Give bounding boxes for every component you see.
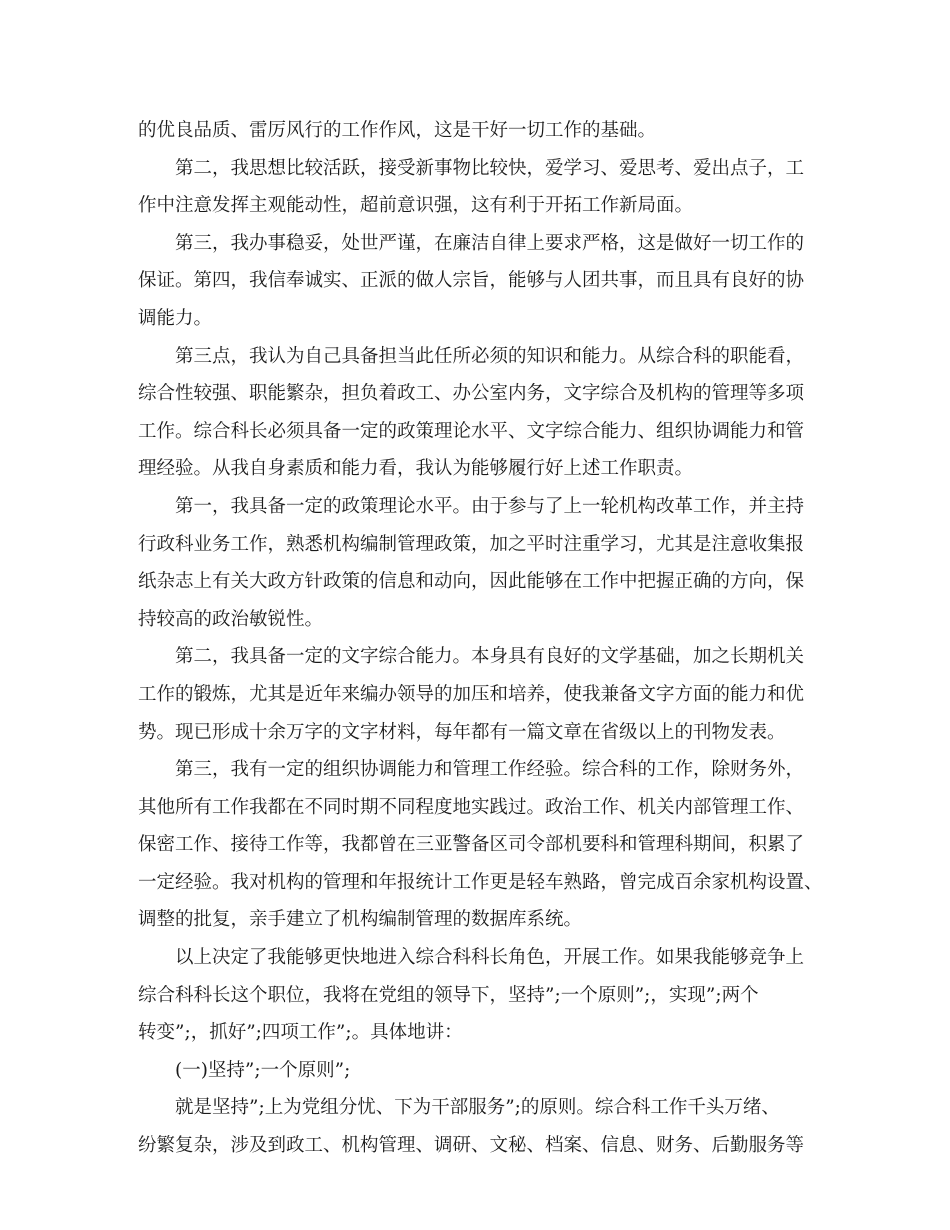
text-line: 第二，我具备一定的文字综合能力。本身具有良好的文学基础，加之长期机关 (175, 646, 805, 668)
text-line: 纸杂志上有关大政方针政策的信息和动向，因此能够在工作中把握正确的方向，保 (138, 571, 805, 593)
text-line: 保证。第四，我信奉诚实、正派的做人宗旨，能够与人团共事，而且具有良好的协 (138, 270, 805, 292)
text-line: 转变”;，抓好”;四项工作”;。具体地讲： (138, 1022, 463, 1044)
text-line: 工作。综合科长必须具备一定的政策理论水平、文字综合能力、组织协调能力和管 (138, 420, 805, 442)
text-line: (一)坚持”;一个原则”; (175, 1059, 351, 1081)
text-line: 就是坚持”;上为党组分忧、下为干部服务”;的原则。综合科工作千头万绪、 (175, 1097, 780, 1119)
text-line: 综合科科长这个职位，我将在党组的领导下，坚持”;一个原则”;，实现”;两个 (138, 984, 759, 1006)
text-line: 作中注意发挥主观能动性，超前意识强，这有利于开拓工作新局面。 (138, 195, 694, 217)
text-line: 的优良品质、雷厉风行的工作作风，这是干好一切工作的基础。 (138, 120, 657, 141)
text-line: 工作的锻炼，尤其是近年来编办领导的加压和培养，使我兼备文字方面的能力和优 (138, 683, 805, 705)
text-line: 第三，我有一定的组织协调能力和管理工作经验。综合科的工作，除财务外， (175, 759, 805, 781)
text-line: 一定经验。我对机构的管理和年报统计工作更是轻车熟路，曾完成百余家机构设置、 (138, 871, 823, 893)
text-line: 调整的批复，亲手建立了机构编制管理的数据库系统。 (138, 909, 583, 931)
text-line: 理经验。从我自身素质和能力看，我认为能够履行好上述工作职责。 (138, 458, 694, 480)
text-line: 势。现已形成十余万字的文字材料，每年都有一篇文章在省级以上的刊物发表。 (138, 721, 786, 743)
text-line: 调能力。 (138, 307, 213, 329)
document-body (138, 112, 828, 1165)
text-line: 第一，我具备一定的政策理论水平。由于参与了上一轮机构改革工作，并主持 (175, 495, 805, 517)
text-line: 第三，我办事稳妥，处世严谨，在廉洁自律上要求严格，这是做好一切工作的 (175, 232, 805, 254)
text-line: 纷繁复杂，涉及到政工、机构管理、调研、文秘、档案、信息、财务、后勤服务等 (138, 1135, 805, 1157)
text-line: 第二，我思想比较活跃，接受新事物比较快，爱学习、爱思考、爱出点子，工 (175, 157, 805, 179)
text-line: 保密工作、接待工作等，我都曾在三亚警备区司令部机要科和管理科期间，积累了 (138, 834, 805, 856)
text-line: 持较高的政治敏锐性。 (138, 608, 324, 630)
text-line: 行政科业务工作，熟悉机构编制管理政策，加之平时注重学习，尤其是注意收集报 (138, 533, 805, 555)
text-line: 第三点，我认为自己具备担当此任所必须的知识和能力。从综合科的职能看， (175, 345, 805, 367)
text-line: 其他所有工作我都在不同时期不同程度地实践过。政治工作、机关内部管理工作、 (138, 796, 805, 818)
text-line: 综合性较强、职能繁杂，担负着政工、办公室内务，文字综合及机构的管理等多项 (138, 383, 805, 405)
text-line: 以上决定了我能够更快地进入综合科科长角色，开展工作。如果我能够竞争上 (175, 947, 805, 969)
